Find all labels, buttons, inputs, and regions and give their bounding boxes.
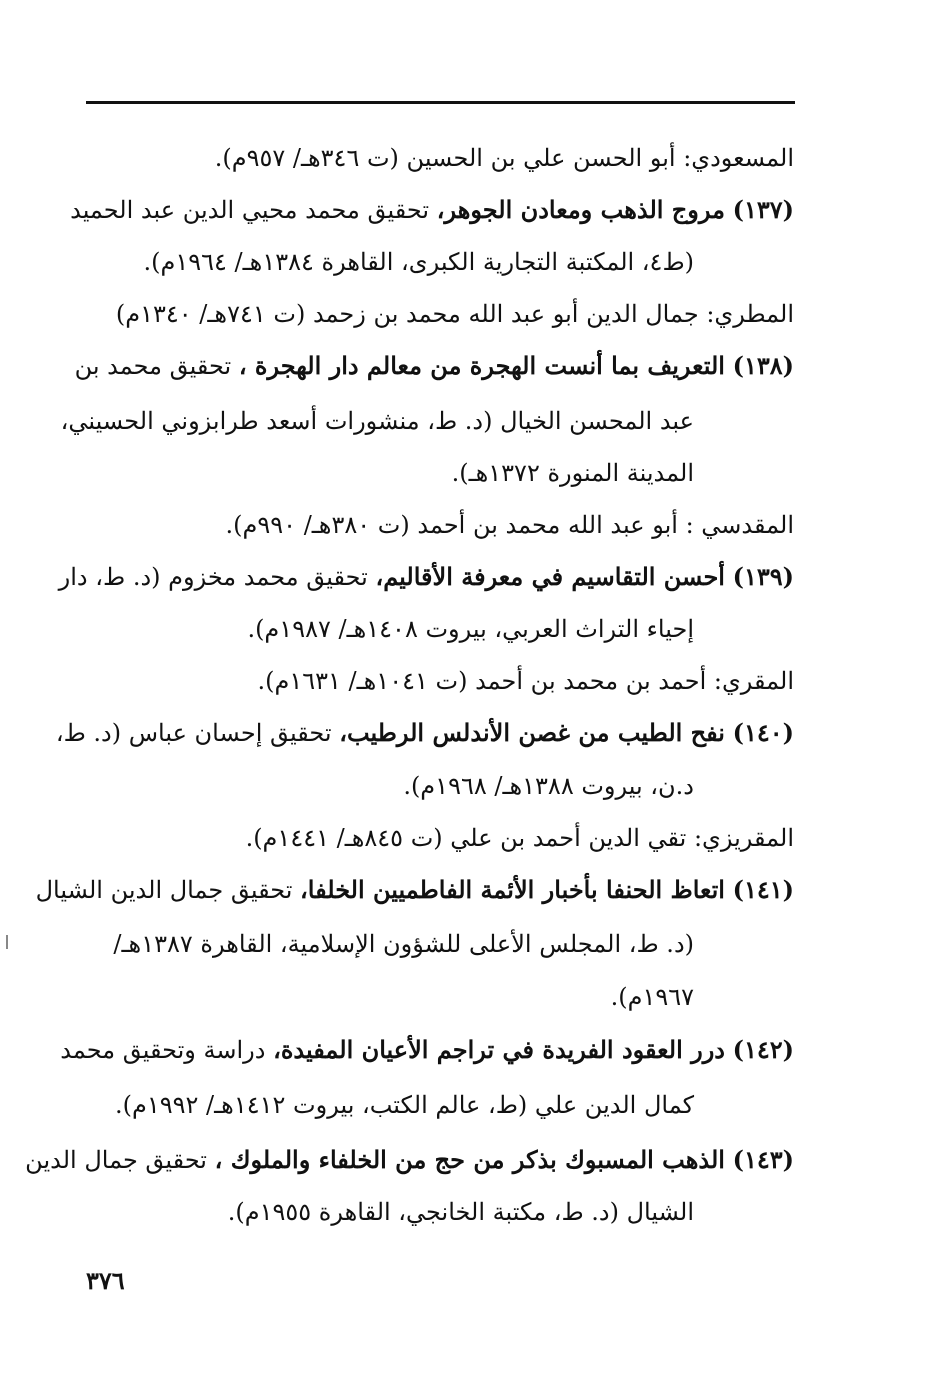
entry-continuation xyxy=(70,245,694,279)
bibliography-entry xyxy=(35,873,794,907)
entry-details: تحقيق جمال الدين xyxy=(25,1146,207,1174)
bibliography-entry xyxy=(55,716,794,750)
page-number: ٣٧٦ xyxy=(86,1266,125,1295)
entry-details: تحقيق محمد مخزوم (د. ط، دار xyxy=(58,563,368,591)
entry-title: الذهب المسبوك بذكر من حج من الخلفاء والملوك ، xyxy=(214,1145,725,1174)
entry-continuation xyxy=(70,612,694,646)
entry-details: دراسة وتحقيق محمد xyxy=(60,1036,266,1064)
entry-number: (١٤٢) xyxy=(732,1035,794,1064)
entry-continuation-text: (ط٤، المكتبة التجارية الكبرى، القاهرة ١٣٨٤هـ/ ١٩٦٤م). xyxy=(143,248,694,276)
entry-continuation-text: الشيال (د. ط، مكتبة الخانجي، القاهرة ١٩٥٥م). xyxy=(227,1198,694,1226)
author-text: المقدسي : أبو عبد الله محمد بن أحمد (ت ٣٨٠هـ/ ٩٩٠م). xyxy=(225,511,794,539)
scan-edge-mark xyxy=(6,935,8,949)
entry-title: أحسن التقاسيم في معرفة الأقاليم، xyxy=(375,562,725,591)
entry-continuation-text: المدينة المنورة ١٣٧٢هـ). xyxy=(451,459,694,487)
bibliography-entry xyxy=(70,193,794,227)
entry-continuation xyxy=(70,1088,694,1122)
author-text: المسعودي: أبو الحسن علي بن الحسين (ت ٣٤٦هـ/ ٩٥٧م). xyxy=(214,144,794,172)
author-text: المقري: أحمد بن محمد بن أحمد (ت ١٠٤١هـ/ ١٦٣١م). xyxy=(257,667,794,695)
entry-details: تحقيق إحسان عباس (د. ط، xyxy=(55,719,332,747)
entry-continuation-text: كمال الدين علي (ط، عالم الكتب، بيروت ١٤١٢هـ/ ١٩٩٢م). xyxy=(115,1091,694,1119)
author-line xyxy=(70,141,794,175)
entry-continuation xyxy=(70,980,694,1014)
entry-continuation xyxy=(60,404,694,438)
entry-details: تحقيق جمال الدين الشيال xyxy=(35,876,293,904)
entry-continuation-text: إحياء التراث العربي، بيروت ١٤٠٨هـ/ ١٩٨٧م). xyxy=(247,615,694,643)
entry-title: مروج الذهب ومعادن الجوهر، xyxy=(436,195,725,224)
header-rule xyxy=(86,101,795,104)
entry-title: نفح الطيب من غصن الأندلس الرطيب، xyxy=(339,718,725,747)
entry-continuation xyxy=(70,769,694,803)
entry-number: (١٣٩) xyxy=(732,562,794,591)
author-text: المقريزي: تقي الدين أحمد بن علي (ت ٨٤٥هـ/ ١٤٤١م). xyxy=(245,824,794,852)
bibliography-entry xyxy=(25,1143,794,1177)
entry-title: التعريف بما أنست الهجرة من معالم دار الهجرة ، xyxy=(238,351,725,380)
entry-title: اتعاظ الحنفا بأخبار الأئمة الفاطميين الخلفا، xyxy=(300,875,725,904)
entry-number: (١٤٣) xyxy=(732,1145,794,1174)
bibliography-entry xyxy=(70,349,794,383)
author-line xyxy=(70,821,794,855)
entry-details: تحقيق محمد بن xyxy=(74,352,232,380)
author-line xyxy=(70,297,794,331)
entry-continuation xyxy=(70,456,694,490)
author-text: المطري: جمال الدين أبو عبد الله محمد بن زحمد (ت ٧٤١هـ/ ١٣٤٠م) xyxy=(115,300,794,328)
bibliography-entry xyxy=(58,560,794,594)
entry-number: (١٤٠) xyxy=(732,718,794,747)
entry-continuation-text: ١٩٦٧م). xyxy=(610,983,694,1011)
entry-number: (١٣٨) xyxy=(732,351,794,380)
bibliography-entry xyxy=(60,1033,794,1067)
author-line xyxy=(70,664,794,698)
entry-continuation xyxy=(70,927,694,961)
entry-number: (١٣٧) xyxy=(732,195,794,224)
entry-continuation xyxy=(70,1195,694,1229)
entry-continuation-text: (د. ط، المجلس الأعلى للشؤون الإسلامية، القاهرة ١٣٨٧هـ/ xyxy=(113,930,694,958)
entry-details: تحقيق محمد محيي الدين عبد الحميد xyxy=(70,196,430,224)
entry-number: (١٤١) xyxy=(732,875,794,904)
author-line xyxy=(70,508,794,542)
entry-title: درر العقود الفريدة في تراجم الأعيان المفيدة، xyxy=(273,1035,725,1064)
entry-continuation-text: د.ن، بيروت ١٣٨٨هـ/ ١٩٦٨م). xyxy=(403,772,694,800)
entry-continuation-text: عبد المحسن الخيال (د. ط، منشورات أسعد طرابزوني الحسيني، xyxy=(60,407,694,435)
